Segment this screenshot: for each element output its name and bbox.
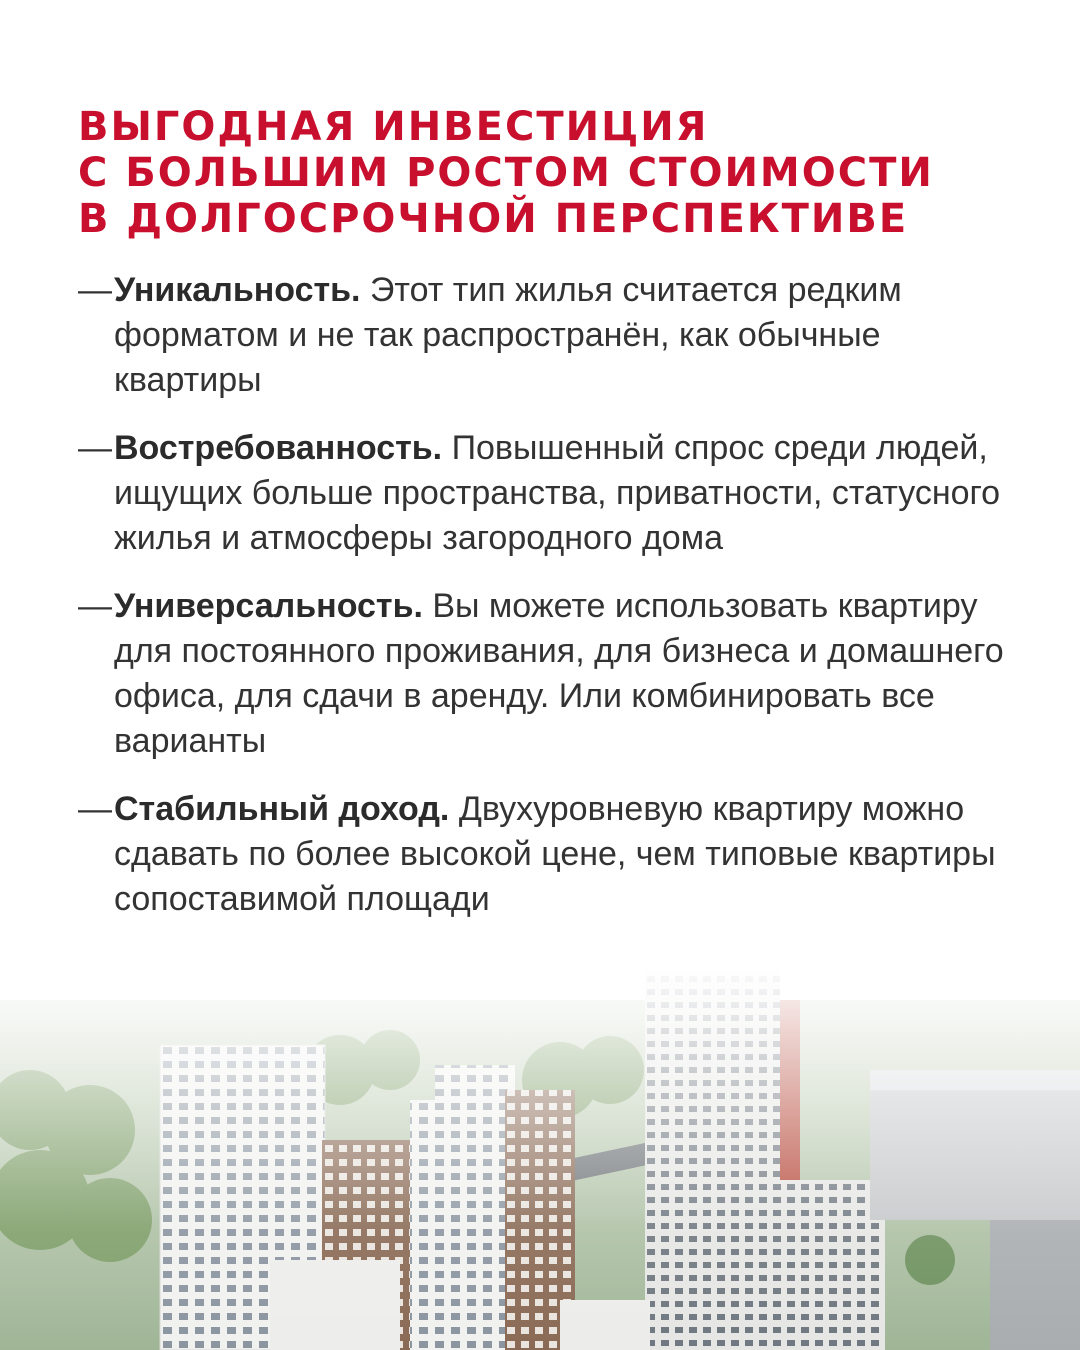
- benefits-list: [78, 268, 1018, 945]
- headline-line-1: ВЫГОДНАЯ ИНВЕСТИЦИЯ: [78, 104, 709, 150]
- headline-line-3: В ДОЛГОСРОЧНОЙ ПЕРСПЕКТИВЕ: [78, 196, 909, 242]
- benefit-term: Стабильный доход.: [114, 790, 450, 828]
- dash-marker: —: [78, 429, 112, 467]
- benefit-term: Уникальность.: [114, 271, 361, 309]
- headline: [78, 104, 1038, 242]
- benefit-item-income: [78, 787, 1018, 922]
- headline-line-2: С БОЛЬШИМ РОСТОМ СТОИМОСТИ: [78, 150, 934, 196]
- benefit-item-versatility: [78, 584, 1018, 764]
- benefit-text: Вы можете использовать квартиру для постоянного проживания, для бизнеса и домашнего офиса, для сдачи в аренду. Или комбинировать все варианты: [114, 587, 1004, 760]
- benefit-term: Востребованность.: [114, 429, 443, 467]
- dash-marker: —: [78, 587, 112, 625]
- benefit-term: Универсальность.: [114, 587, 423, 625]
- benefit-item-uniqueness: [78, 268, 1018, 403]
- benefit-text: Повышенный спрос среди людей, ищущих больше пространства, приватности, статусного жилья и атмосферы загородного дома: [114, 429, 1001, 557]
- benefit-text: Двухуровневую квартиру можно сдавать по более высокой цене, чем типовые квартиры сопоставимой площади: [114, 790, 996, 918]
- dash-marker: —: [78, 271, 112, 309]
- benefit-item-demand: [78, 426, 1018, 561]
- benefit-text: Этот тип жилья считается редким форматом и не так распространён, как обычные квартиры: [114, 271, 902, 399]
- residential-complex-illustration: [0, 960, 1080, 1350]
- dash-marker: —: [78, 790, 112, 828]
